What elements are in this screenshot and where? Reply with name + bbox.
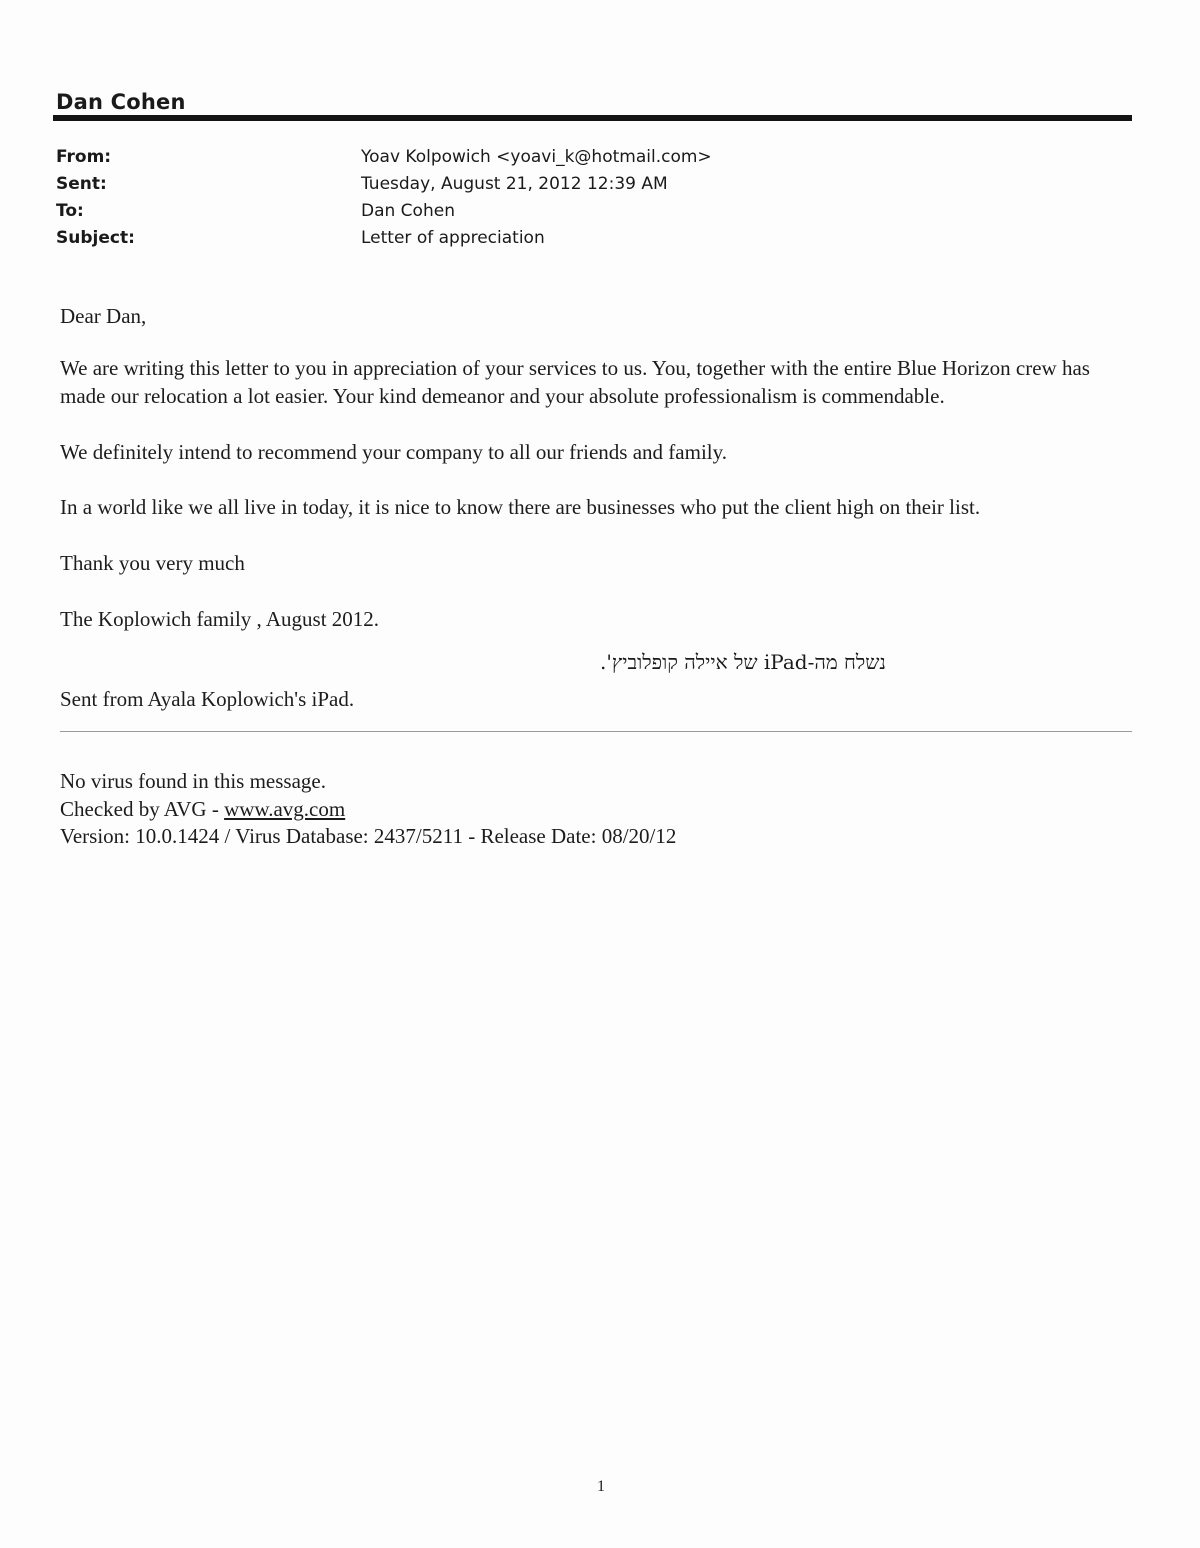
to-row bbox=[56, 201, 756, 227]
from-row bbox=[56, 147, 756, 173]
to-label: To: bbox=[56, 201, 84, 221]
sent-row bbox=[56, 174, 756, 200]
avg-check-line bbox=[60, 795, 1120, 823]
thanks-line: Thank you very much bbox=[60, 551, 245, 575]
subject-row bbox=[56, 228, 756, 254]
avg-link[interactable]: www.avg.com bbox=[224, 797, 346, 821]
subject-label: Subject: bbox=[56, 228, 135, 248]
body-paragraph-3: In a world like we all live in today, it is nice to know there are businesses who put the client high on their list. bbox=[60, 495, 981, 519]
mailbox-owner-name: Dan Cohen bbox=[56, 90, 186, 114]
sent-from-line: Sent from Ayala Koplowich's iPad. bbox=[60, 687, 355, 711]
footer-divider bbox=[60, 731, 1132, 732]
from-value: Yoav Kolpowich <yoavi_k@hotmail.com> bbox=[361, 147, 712, 167]
body-paragraph-2: We definitely intend to recommend your company to all our friends and family. bbox=[60, 440, 728, 464]
from-label: From: bbox=[56, 147, 112, 167]
avg-version-line: Version: 10.0.1424 / Virus Database: 2437/5211 - Release Date: 08/20/12 bbox=[60, 824, 677, 848]
subject-value: Letter of appreciation bbox=[361, 228, 545, 248]
body-paragraph-1: We are writing this letter to you in appreciation of your services to us. You, together with the entire Blue Horizon crew has made our relocation a lot easier. Your kind demeanor and your absolute professionalism is commendable. bbox=[60, 356, 1090, 408]
greeting: Dear Dan, bbox=[60, 304, 147, 328]
avg-check-prefix: Checked by AVG - bbox=[60, 797, 225, 821]
sent-label: Sent: bbox=[56, 174, 107, 194]
sent-value: Tuesday, August 21, 2012 12:39 AM bbox=[361, 174, 668, 194]
signoff-line: The Koplowich family , August 2012. bbox=[60, 607, 380, 631]
hebrew-signature: נשלח מה-iPad של איילה קופלוביץ'. bbox=[600, 650, 886, 674]
page-number: 1 bbox=[597, 1478, 605, 1495]
header-divider bbox=[53, 115, 1132, 121]
virus-check-line: No virus found in this message. bbox=[60, 769, 326, 793]
to-value: Dan Cohen bbox=[361, 201, 455, 221]
